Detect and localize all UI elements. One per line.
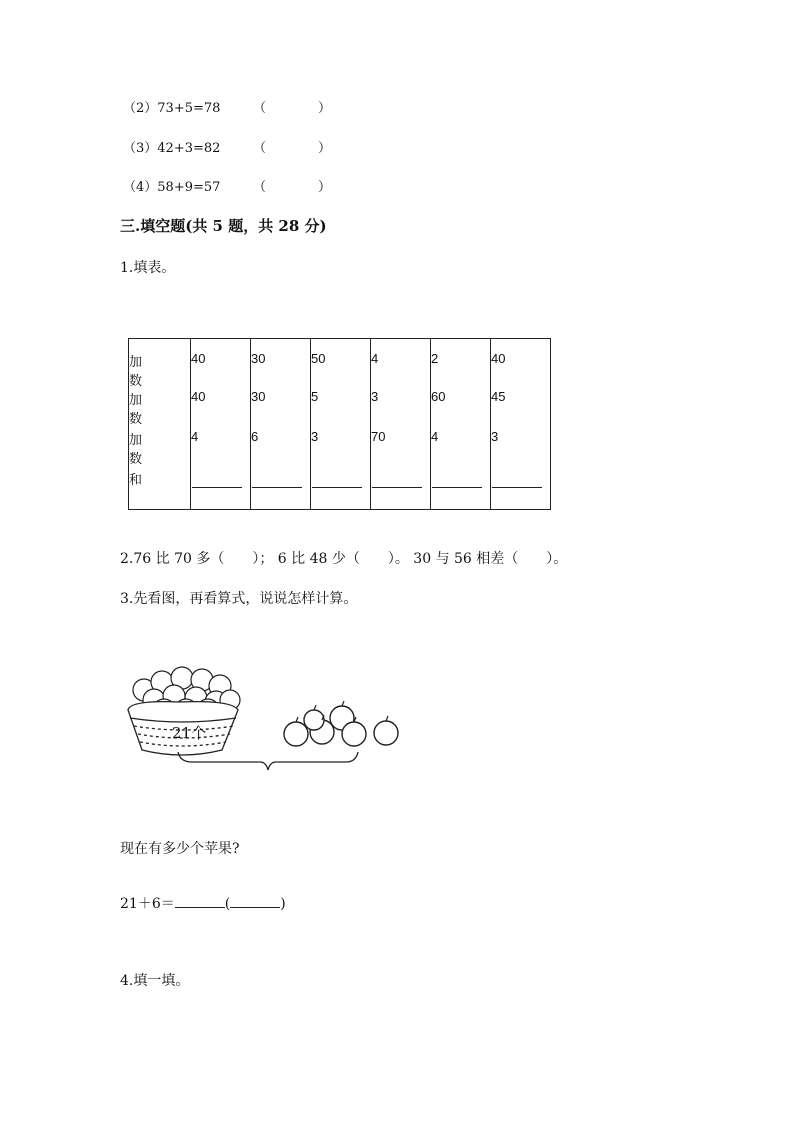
sum-blank-cell[interactable]: [491, 469, 551, 510]
item-index: （4）: [123, 180, 158, 195]
paren-close: ): [280, 896, 286, 912]
item-expression: 73+5=78: [157, 101, 221, 116]
row-label: 加 数: [129, 389, 191, 429]
table-cell: 30: [251, 339, 311, 390]
paren-open: (: [224, 896, 231, 912]
table-cell: 4: [191, 429, 251, 469]
table-cell: 5: [311, 389, 371, 429]
answer-parentheses[interactable]: （ ）: [253, 101, 332, 116]
row-label: 和: [129, 469, 191, 510]
question-2: 2.76 比 70 多（ ）； 6 比 48 少（ ）。 30 与 56 相差（ ）。: [120, 551, 568, 567]
equation-expression: 21＋6＝: [120, 896, 175, 912]
table-cell: 30: [251, 389, 311, 429]
table-row: [129, 429, 551, 469]
item-index: （2）: [123, 101, 158, 116]
sum-blank-cell[interactable]: [431, 469, 491, 510]
answer-parentheses[interactable]: （ ）: [253, 141, 332, 156]
section-title: 三.填空题(共 5 题，共 28 分): [120, 217, 327, 235]
question-1-label: 1.填表。: [120, 260, 176, 276]
row-label: 加 数: [129, 429, 191, 469]
table-cell: 2: [431, 339, 491, 390]
table-cell: 40: [191, 339, 251, 390]
question-4-label: 4.填一填。: [120, 973, 190, 989]
apples-illustration: [120, 660, 420, 775]
table-row: [129, 469, 551, 510]
table-cell: 50: [311, 339, 371, 390]
table-cell: 3: [371, 389, 431, 429]
table-cell: 3: [491, 429, 551, 469]
table-cell: 4: [431, 429, 491, 469]
judgement-item-3: [123, 137, 332, 156]
judgement-item-2: [123, 97, 332, 116]
table-cell: 40: [491, 339, 551, 390]
table-cell: 45: [491, 389, 551, 429]
row-label: 加 数: [129, 339, 191, 390]
table-cell: 70: [371, 429, 431, 469]
answer-parentheses[interactable]: （ ）: [253, 180, 332, 195]
item-expression: 42+3=82: [157, 141, 221, 156]
question-3-prompt: 现在有多少个苹果?: [120, 841, 240, 857]
question-3-equation: [120, 893, 286, 913]
table-cell: 40: [191, 389, 251, 429]
addition-table: [128, 338, 551, 510]
unit-blank[interactable]: [230, 895, 280, 908]
sum-blank-cell[interactable]: [191, 469, 251, 510]
table-row: [129, 339, 551, 390]
judgement-item-4: [123, 176, 332, 195]
loose-apples: [284, 706, 398, 746]
table-cell: 4: [371, 339, 431, 390]
table-cell: 60: [431, 389, 491, 429]
table-row: [129, 389, 551, 429]
table-cell: 6: [251, 429, 311, 469]
item-index: （3）: [123, 141, 158, 156]
sum-blank-cell[interactable]: [371, 469, 431, 510]
item-expression: 58+9=57: [157, 180, 221, 195]
sum-blank-cell[interactable]: [251, 469, 311, 510]
sum-blank-cell[interactable]: [311, 469, 371, 510]
question-3-label: 3.先看图，再看算式，说说怎样计算。: [120, 591, 358, 607]
basket-count-label: 21个: [172, 724, 207, 742]
answer-blank[interactable]: [175, 895, 225, 908]
table-cell: 3: [311, 429, 371, 469]
grouping-brace: [178, 752, 358, 770]
